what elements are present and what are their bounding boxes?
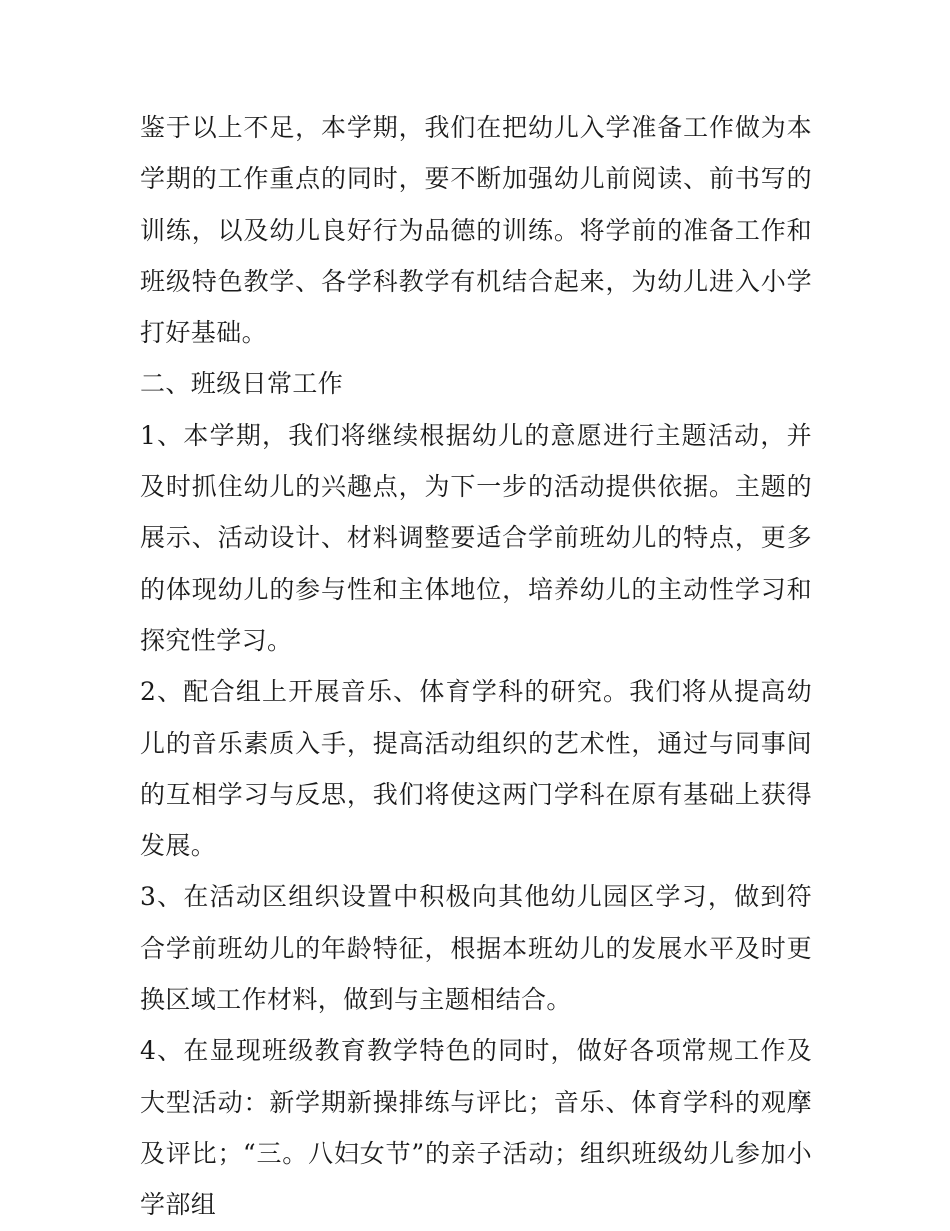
paragraph-item-2: 2、配合组上开展音乐、体育学科的研究。我们将从提高幼儿的音乐素质入手，提高活动组织的艺术性，通过与同事间的互相学习与反思，我们将使这两门学科在原有基础上获得发展。 bbox=[140, 677, 812, 861]
paragraph-item-1: 1、本学期，我们将继续根据幼儿的意愿进行主题活动，并及时抓住幼儿的兴趣点，为下一步的活动提供依据。主题的展示、活动设计、材料调整要适合学前班幼儿的特点，更多的体现幼儿的参与性和主体地位，培养幼儿的主动性学习和探究性学习。 bbox=[140, 420, 812, 655]
section-heading-daily-work: 二、班级日常工作 bbox=[140, 369, 344, 399]
paragraph-intro: 鉴于以上不足，本学期，我们在把幼儿入学准备工作做为本学期的工作重点的同时，要不断加强幼儿前阅读、前书写的训练，以及幼儿良好行为品德的训练。将学前的准备工作和班级特色教学、各学科教学有机结合起来，为幼儿进入小学打好基础。 bbox=[140, 113, 812, 348]
paragraph-item-4: 4、在显现班级教育教学特色的同时，做好各项常规工作及大型活动：新学期新操排练与评比；音乐、体育学科的观摩及评比；“三。八妇女节”的亲子活动；组织班级幼儿参加小学部组 bbox=[140, 1036, 812, 1220]
document-page bbox=[140, 102, 812, 1231]
paragraph-item-3: 3、在活动区组织设置中积极向其他幼儿园区学习，做到符合学前班幼儿的年龄特征，根据本班幼儿的发展水平及时更换区域工作材料，做到与主题相结合。 bbox=[140, 882, 812, 1015]
